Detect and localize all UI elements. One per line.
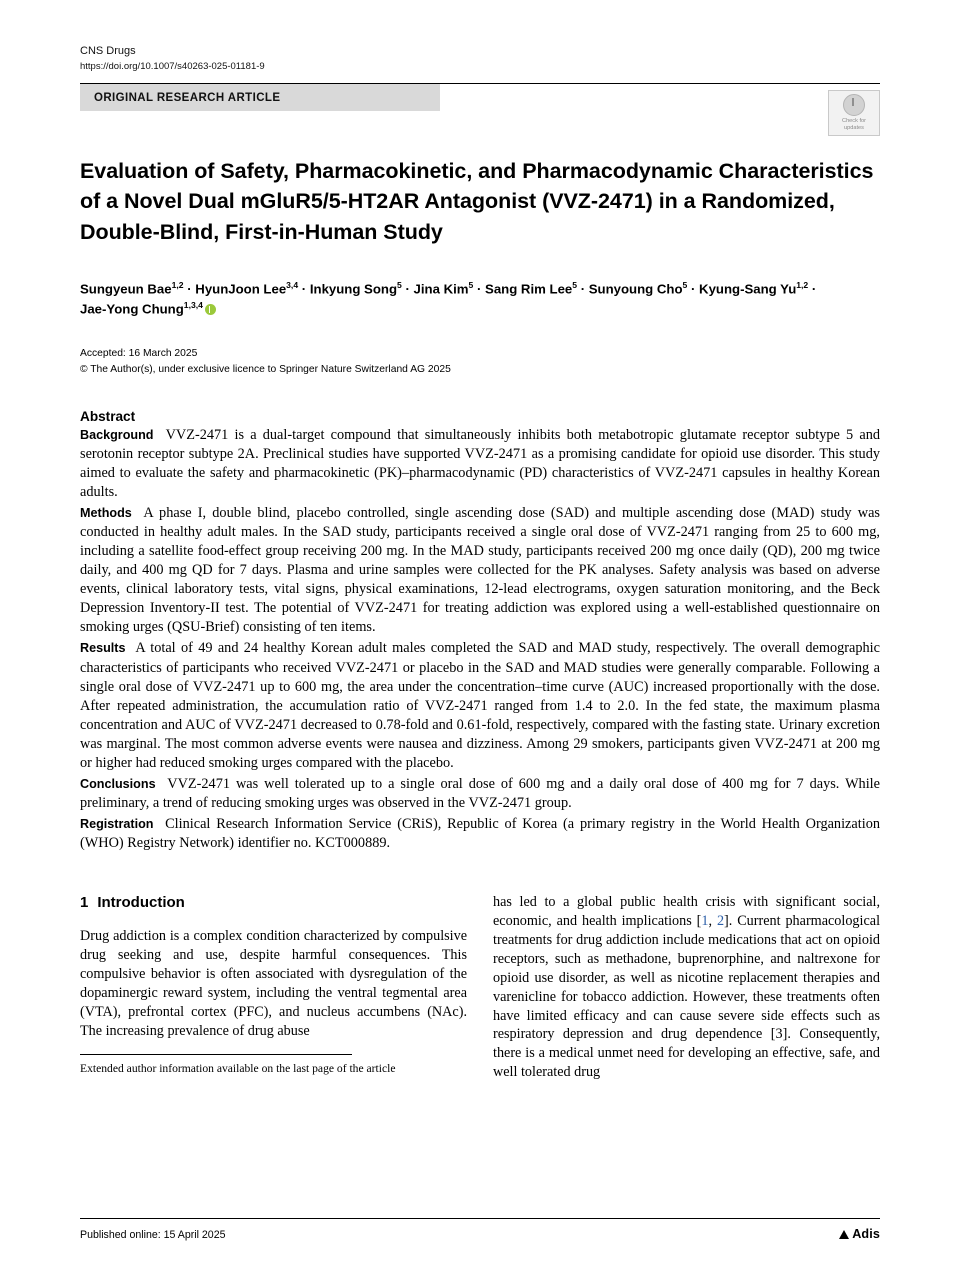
column-left — [80, 893, 467, 1082]
acceptance-block — [80, 346, 880, 379]
abstract-registration — [80, 815, 880, 853]
check-for-updates-badge[interactable] — [828, 90, 880, 136]
author-name[interactable]: Jae-Yong Chung — [80, 301, 184, 317]
author-affiliation-marker: 5 — [397, 280, 402, 291]
intro-right-post: ]. Current pharmacological treatments for drug addiction include medications that act on opioid receptors, such as methadone, buprenorphine, and naltrexone for opioid use disorder, as well as nicotine replacement therapies and varenicline for tobacco addiction. However, these treatments often have limited efficacy and can cause severe side effects such as respiratory depression and drug dependence [3]. Consequently, there is a medical unmet need for developing an effective, safe, and well tolerated drug — [493, 913, 881, 1081]
author-affiliation-marker: 5 — [468, 280, 474, 291]
body-columns — [80, 893, 880, 1082]
abstract-conclusions-text: VVZ-2471 was well tolerated up to a single oral dose of 600 mg and a daily oral dose of 400 mg for 7 days. While preliminary, a trend of reducing smoking urges was observed in the VVZ-2471 group. — [80, 775, 880, 812]
section-heading-introduction — [80, 893, 467, 913]
author-name[interactable]: HyunJoon Lee — [195, 281, 287, 297]
intro-paragraph-right — [493, 893, 880, 1082]
abstract-registration-text: Clinical Research Information Service (CRiS), Republic of Korea (a primary registry in the World Health Organization (WHO) Registry Network) identifier no. KCT000889. — [80, 816, 880, 852]
intro-paragraph-left: Drug addiction is a complex condition characterized by compulsive drug seeking and use, despite harmful consequences. This compulsive behavior is often associated with dysregulation of the dopaminergic reward system, including the ventral tegmental area (VTA), prefrontal cortex (PFC), and nucleus accumbens (NAc). The increasing prevalence of drug abuse — [80, 928, 467, 1039]
abstract-background — [80, 426, 880, 502]
triangle-icon — [839, 1230, 849, 1239]
abstract-methods-label: Methods — [80, 505, 132, 520]
page-title: Evaluation of Safety, Pharmacokinetic, and Pharmacodynamic Characteristics of a Novel Dual mGluR5/5-HT2AR Antagonist (VVZ-2471) in a Randomized, Double-Blind, First-in-Human Study — [80, 158, 874, 244]
author-affiliation-marker: 1,2 — [171, 280, 184, 291]
journal-name: CNS Drugs — [80, 45, 136, 57]
abstract-methods — [80, 504, 880, 638]
author-affiliation-marker: 1,3,4 — [183, 300, 203, 311]
citation-link-2[interactable]: 2 — [716, 913, 725, 930]
abstract-methods-text: A phase I, double blind, placebo controlled, single ascending dose (SAD) and multiple ascending dose (MAD) study was conducted in healthy adult males. In the SAD study, participants received a single oral dose of VVZ-2471 ranging from 25 to 600 mg, including a satellite food-effect group receiving 200 mg. In the MAD study, participants received 200 mg once daily (QD), 200 mg twice daily, and 400 mg QD for 7 days. Plasma and urine samples were collected for the PK analyses. Safety analysis was based on adverse events, clinical laboratory tests, vital signs, physical examinations, 12-lead electrograms, oxygen saturation monitoring, and the Beck Depression Inventory-II test. The potential of VVZ-2471 for treating addiction was explored using a well-established questionnaire on smoking urges (QSU-Brief) consisting of ten items. — [80, 504, 880, 636]
check-updates-line2: updates — [844, 124, 864, 131]
footnote-text: Extended author information available on the last page of the article — [80, 1062, 396, 1076]
author-list: Sungyeun Bae$^{1,2}$ · HyunJoon Lee$^{3,4}$ · Inkyung Song$^5$ · Jina Kim$^5$ · Sang Rim Lee$^5$ · Sunyoung Cho$^5$ · Kyung-Sang Yu$^{1,2}$ · Jae-Yong Chung$^{1,3,4}$ — [80, 280, 817, 317]
check-updates-line1: Check for — [842, 117, 866, 124]
intro-right-pre: has led to a global public health crisis with significant social, economic, and health implications [ — [493, 894, 880, 930]
copyright-line: © The Author(s), under exclusive licence to Springer Nature Switzerland AG 2025 — [80, 364, 451, 376]
author-affiliation-marker: 3,4 — [286, 280, 299, 291]
abstract-conclusions-label: Conclusions — [80, 776, 156, 791]
orcid-icon[interactable] — [205, 304, 216, 315]
abstract-results — [80, 639, 880, 773]
footnote-block — [80, 1054, 467, 1077]
page-footer — [80, 1227, 880, 1241]
article-type-badge: ORIGINAL RESEARCH ARTICLE — [80, 84, 440, 111]
section-number: 1 — [80, 894, 89, 912]
column-right — [493, 893, 880, 1082]
author-name[interactable]: Sunyoung Cho — [588, 281, 683, 297]
journal-header — [80, 44, 880, 74]
author-name[interactable]: Inkyung Song — [309, 281, 398, 297]
abstract-conclusions — [80, 775, 880, 813]
abstract-results-text: A total of 49 and 24 healthy Korean adult males completed the SAD and MAD study, respectively. The overall demographic characteristics of participants who received VVZ-2471 or placebo in the SAD and MAD studies were generally comparable. Following a single oral dose of VVZ-2471 up to 600 mg, the area under the concentration–time curve (AUC) increased proportionally with the dose. After repeated administration, the accumulation ratio of VVZ-2471 ranged from 1.4 to 2.0. In the fed state, the maximum plasma concentration and AUC of VVZ-2471 decreased to 0.78-fold and 0.61-fold, respectively, compared with the fasting state. Urinary excretion was marginal. The most common adverse events were nausea and dizziness. Among 29 smokers, participants given VVZ-2471 at 200 mg or higher had reduced smoking urges compared with the placebo. — [80, 640, 880, 771]
journal-doi[interactable]: https://doi.org/10.1007/s40263-025-01181-9 — [80, 60, 265, 72]
footnote-divider — [80, 1054, 352, 1055]
author-name[interactable]: Jina Kim — [413, 281, 469, 297]
abstract-heading: Abstract — [80, 408, 136, 424]
author-affiliation-marker: 5 — [572, 280, 578, 291]
section-title: Introduction — [97, 894, 185, 912]
citation-link-1[interactable]: 1 — [701, 913, 709, 930]
author-name[interactable]: Sang Rim Lee — [485, 281, 573, 297]
publisher-name: Adis — [852, 1227, 880, 1241]
author-name[interactable]: Sungyeun Bae — [80, 281, 172, 297]
abstract-background-label: Background — [80, 427, 154, 442]
author-name[interactable]: Kyung-Sang Yu — [699, 281, 797, 297]
abstract-results-label: Results — [80, 641, 126, 656]
abstract-background-text: VVZ-2471 is a dual-target compound that simultaneously inhibits both metabotropic glutamate receptor subtype 5 and serotonin receptor subtype 2A. Preclinical studies have supported VVZ-2471 as a promising candidate for opioid use disorder. This study aimed to evaluate the safety and pharmacokinetic (PK)–pharmacodynamic (PD) characteristics of VVZ-2471 capsules in healthy Korean adults. — [80, 426, 880, 500]
author-affiliation-marker: 1,2 — [796, 280, 809, 291]
accepted-date: Accepted: 16 March 2025 — [80, 347, 198, 359]
citation-separator: , — [708, 913, 717, 930]
author-affiliation-marker: 5 — [682, 280, 688, 291]
published-date: Published online: 15 April 2025 — [80, 1229, 226, 1241]
refresh-icon — [843, 94, 865, 116]
article-type-row — [80, 84, 880, 131]
publisher-logo — [839, 1227, 880, 1241]
abstract-registration-label: Registration — [80, 817, 154, 832]
footer-divider — [80, 1218, 880, 1219]
